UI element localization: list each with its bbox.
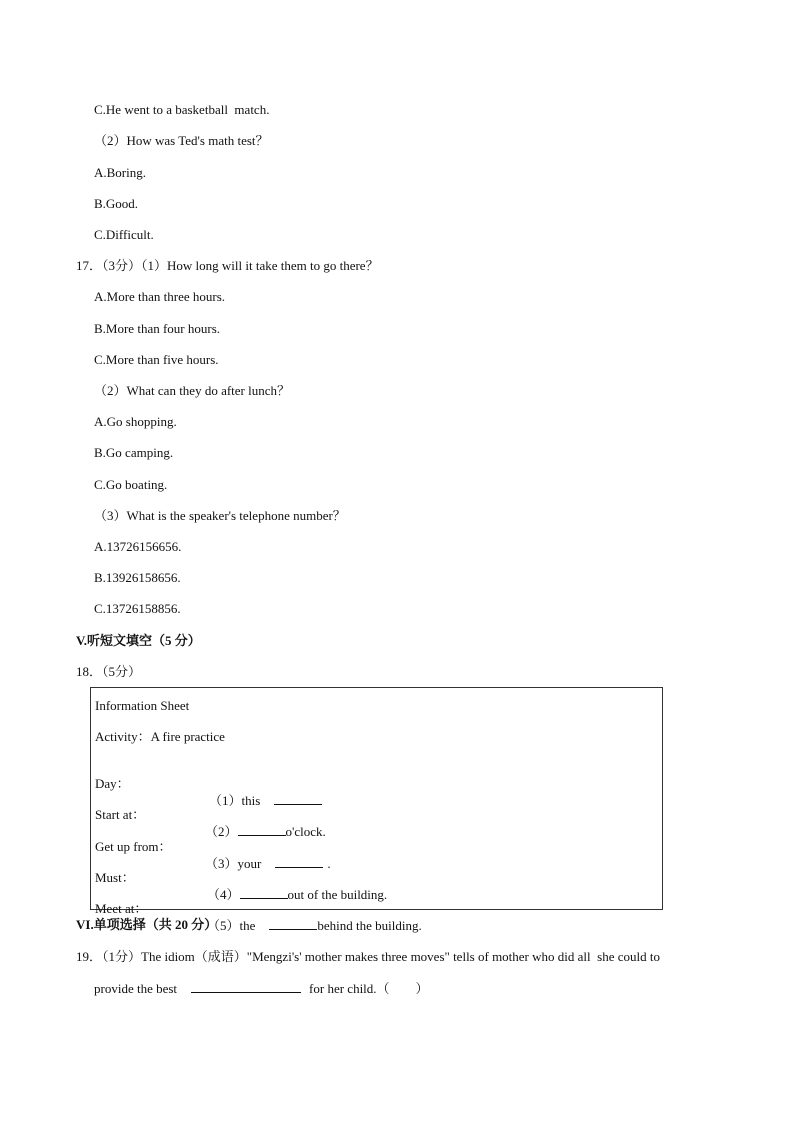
q19-line-2-prefix: provide the best [94, 981, 178, 996]
sheet-row-suffix: out of the building. [287, 887, 388, 902]
sheet-row-prefix: （2） [205, 824, 238, 839]
answer-blank-5[interactable] [269, 917, 317, 930]
sheet-row-label: Must： [95, 870, 135, 885]
q19-line-2 [94, 980, 429, 997]
sheet-row-prefix: （3）your [205, 856, 262, 871]
sheet-row-label: Meet at： [95, 901, 148, 916]
q18-heading: 18．（5分） [76, 664, 142, 679]
q17-sub2-option-c: C.Go boating. [94, 477, 168, 492]
q17-sub2-stem: （2）What can they do after lunch？ [94, 383, 291, 398]
sheet-row-suffix: o'clock. [285, 824, 326, 839]
sheet-row-suffix: . [327, 856, 331, 871]
sheet-row-suffix: behind the building. [317, 918, 422, 933]
sheet-row-prefix: （1）this [209, 793, 261, 808]
sheet-row-label: Day： [95, 776, 130, 791]
section-5-title: V.听短文填空（5 分） [76, 633, 201, 648]
sheet-title: Information Sheet [95, 698, 190, 713]
sheet-activity: Activity：A fire practice [95, 729, 225, 744]
q17-sub1-option-b: B.More than four hours. [94, 321, 221, 336]
q16-sub2-stem: （2）How was Ted's math test？ [94, 133, 269, 148]
q17-sub2-option-b: B.Go camping. [94, 445, 174, 460]
q19-line-2-suffix: for her child.（ ） [309, 981, 429, 996]
q16-sub2-option-b: B.Good. [94, 196, 139, 211]
sheet-row-label: Start at： [95, 807, 146, 822]
q19-line-1: 19．（1分）The idiom（成语）"Mengzi's' mother makes three moves" tells of mother who did all she could to [76, 949, 660, 964]
q17-sub3-stem: （3）What is the speaker's telephone number？ [94, 508, 346, 523]
q17-heading: 17．（3分）（1）How long will it take them to go there？ [76, 258, 379, 273]
q17-sub1-option-c: C.More than five hours. [94, 352, 219, 367]
q16-option-c: C.He went to a basketball match. [94, 102, 270, 117]
q19-answer-blank[interactable] [191, 980, 301, 993]
q16-sub2-option-a: A.Boring. [94, 165, 146, 180]
q17-sub2-option-a: A.Go shopping. [94, 414, 177, 429]
q17-sub1-option-a: A.More than three hours. [94, 289, 226, 304]
q17-sub3-option-a: A.13726156656. [94, 539, 182, 554]
q17-sub3-option-b: B.13926158656. [94, 570, 181, 585]
q16-sub2-option-c: C.Difficult. [94, 227, 154, 242]
section-6-title: VI.单项选择（共 20 分） [76, 917, 218, 932]
sheet-row-prefix: （4） [207, 887, 240, 902]
sheet-row-prefix: （5）the [207, 918, 256, 933]
q17-sub3-option-c: C.13726158856. [94, 601, 181, 616]
sheet-row-label: Get up from： [95, 839, 172, 854]
